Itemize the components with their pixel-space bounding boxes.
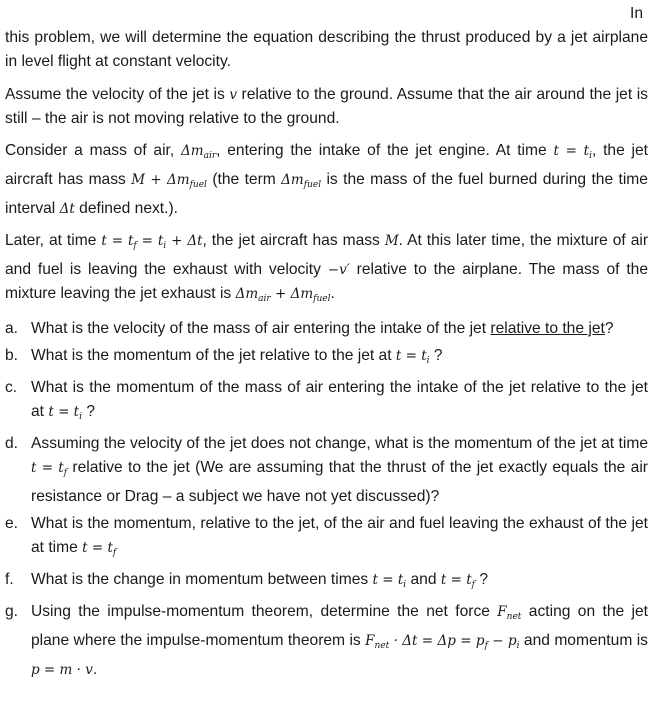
question-b: b. What is the momentum of the jet relative to the jet at $t = t_i$ ? bbox=[5, 347, 443, 366]
question-list bbox=[5, 317, 648, 682]
question-f: f. What is the change in momentum between times $t = t_i$ and $t = t_f$ ? bbox=[5, 571, 488, 590]
question-a: a. What is the velocity of the mass of air entering the intake of the jet relative to the jet? bbox=[5, 320, 614, 337]
question-c: c. What is the momentum of the mass of air entering the intake of the jet relative to the jet at $t = t_i$ ? bbox=[5, 379, 648, 422]
paragraph-mass: Consider a mass of air, $\Delta m_{air}$, entering the intake of the jet engine. At time $t = t_i$, the jet aircraft has mass $M + \Delta m_{fuel}$ (the term $\Delta m_{fuel}$ is the mass of the fuel burned during the time interval Δt defined next.). bbox=[5, 142, 648, 217]
question-g: g. Using the impulse-momentum theorem, determine the net force $F_{net}$ acting on the jet plane where the impulse-momentum theorem is $F_{net} \cdot \Delta t = \Delta p = p_f - p_i$ and momentum is p = m · v. bbox=[5, 603, 648, 678]
question-d: d. Assuming the velocity of the jet does not change, what is the momentum of the jet at time $t = t_f$ relative to the jet (We are assuming that the thrust of the jet exactly equals the air resistance or Drag – a subject we have not yet discussed)? bbox=[5, 435, 648, 505]
paragraph-velocity: Assume the velocity of the jet is v relative to the ground. Assume that the air around the jet is still – the air is not moving relative to the ground. bbox=[5, 86, 648, 127]
corner-text: In bbox=[629, 5, 643, 22]
document bbox=[5, 0, 648, 682]
paragraph-intro: this problem, we will determine the equation describing the thrust produced by a jet airplane in level flight at constant velocity. bbox=[5, 29, 648, 70]
question-e: e. What is the momentum, relative to the jet, of the air and fuel leaving the exhaust of the jet at time $t = t_f$ bbox=[5, 515, 648, 558]
paragraph-later: Later, at time $t = t_f = t_i + \Delta t$, the jet aircraft has mass M. At this later time, the mixture of air and fuel is leaving the exhaust with velocity −v′ relative to the airplane. The mass of the mixture leaving the jet exhaust is $\Delta m_{air} + \Delta m_{fuel}$. bbox=[5, 232, 649, 304]
